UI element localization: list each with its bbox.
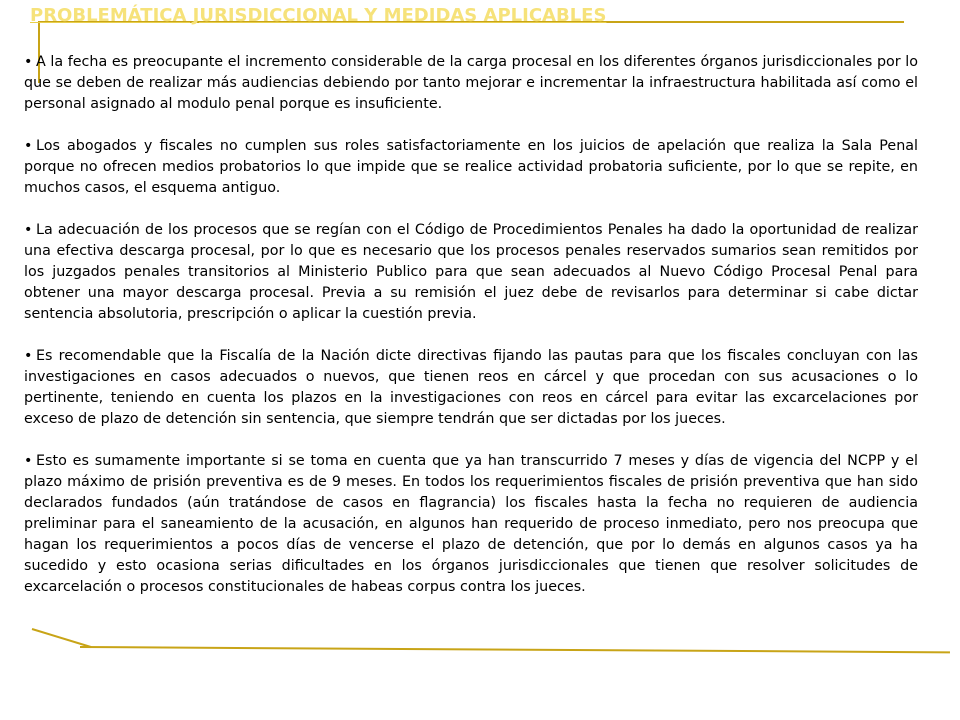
- decorative-bottom-rule: [80, 646, 950, 653]
- paragraph-text: Los abogados y fiscales no cumplen sus roles satisfactoriamente en los juicios de apelación que realiza la Sala Penal porque no ofrecen medios probatorios lo que impide que se realice actividad probatoria suficiente, por lo que se repite, en muchos casos, el esquema antiguo.: [24, 138, 918, 196]
- bullet-paragraph-4: [24, 346, 918, 430]
- paragraph-text: A la fecha es preocupante el incremento considerable de la carga procesal en los diferentes órganos jurisdiccionales por lo que se deben de realizar más audiencias debiendo por tanto mejorar e incrementar la infraestructura habilitada así como el personal asignado al modulo penal porque es insuficiente.: [24, 54, 918, 112]
- bullet-icon: •: [24, 138, 33, 154]
- paragraph-text: Esto es sumamente importante si se toma en cuenta que ya han transcurrido 7 meses y días de vigencia del NCPP y el plazo máximo de prisión preventiva es de 9 meses. En todos los requerimientos fiscales de prisión preventiva que han sido declarados fundados (aún tratándose de casos en flagrancia) los fiscales hasta la fecha no requieren de audiencia preliminar para el saneamiento de la acusación, en algunos han requerido de proceso inmediato, pero nos preocupa que hagan los requerimientos a pocos días de vencerse el plazo de detención, que por lo demás en algunos casos ya ha sucedido y esto ocasiona serias dificultades en los órganos jurisdiccionales que tienen que resolver solicitudes de excarcelación o procesos constitucionales de habeas corpus contra los jueces.: [24, 453, 918, 595]
- bullet-icon: •: [24, 348, 33, 364]
- bullet-paragraph-3: [24, 220, 918, 325]
- bullet-icon: •: [24, 54, 33, 70]
- paragraph-text: La adecuación de los procesos que se regían con el Código de Procedimientos Penales ha dado la oportunidad de realizar una efectiva descarga procesal, por lo que es necesario que los procesos penales reservados sumarios sean remitidos por los juzgados penales transitorios al Ministerio Publico para que sean adecuados al Nuevo Código Procesal Penal para obtener una mayor descarga procesal. Previa a su remisión el juez debe de revisarlos para determinar si cabe dictar sentencia absolutoria, prescripción o aplicar la cuestión previa.: [24, 222, 918, 322]
- bullet-icon: •: [24, 222, 33, 238]
- bullet-icon: •: [24, 453, 33, 469]
- paragraph-text: Es recomendable que la Fiscalía de la Nación dicte directivas fijando las pautas para que los fiscales concluyan con las investigaciones en casos adecuados o nuevos, que tienen reos en cárcel y que procedan con sus acusaciones o lo pertinente, teniendo en cuenta los plazos en la investigaciones con reos en cárcel para evitar las excarcelaciones por exceso de plazo de detención sin sentencia, que siempre tendrán que ser dictadas por los jueces.: [24, 348, 918, 427]
- bullet-paragraph-5: [24, 451, 918, 598]
- bullet-list: [24, 52, 918, 619]
- bullet-paragraph-2: [24, 136, 918, 199]
- bullet-paragraph-1: [24, 52, 918, 115]
- page-title: PROBLEMÁTICA JURISDICCIONAL Y MEDIDAS APLICABLES: [30, 5, 607, 26]
